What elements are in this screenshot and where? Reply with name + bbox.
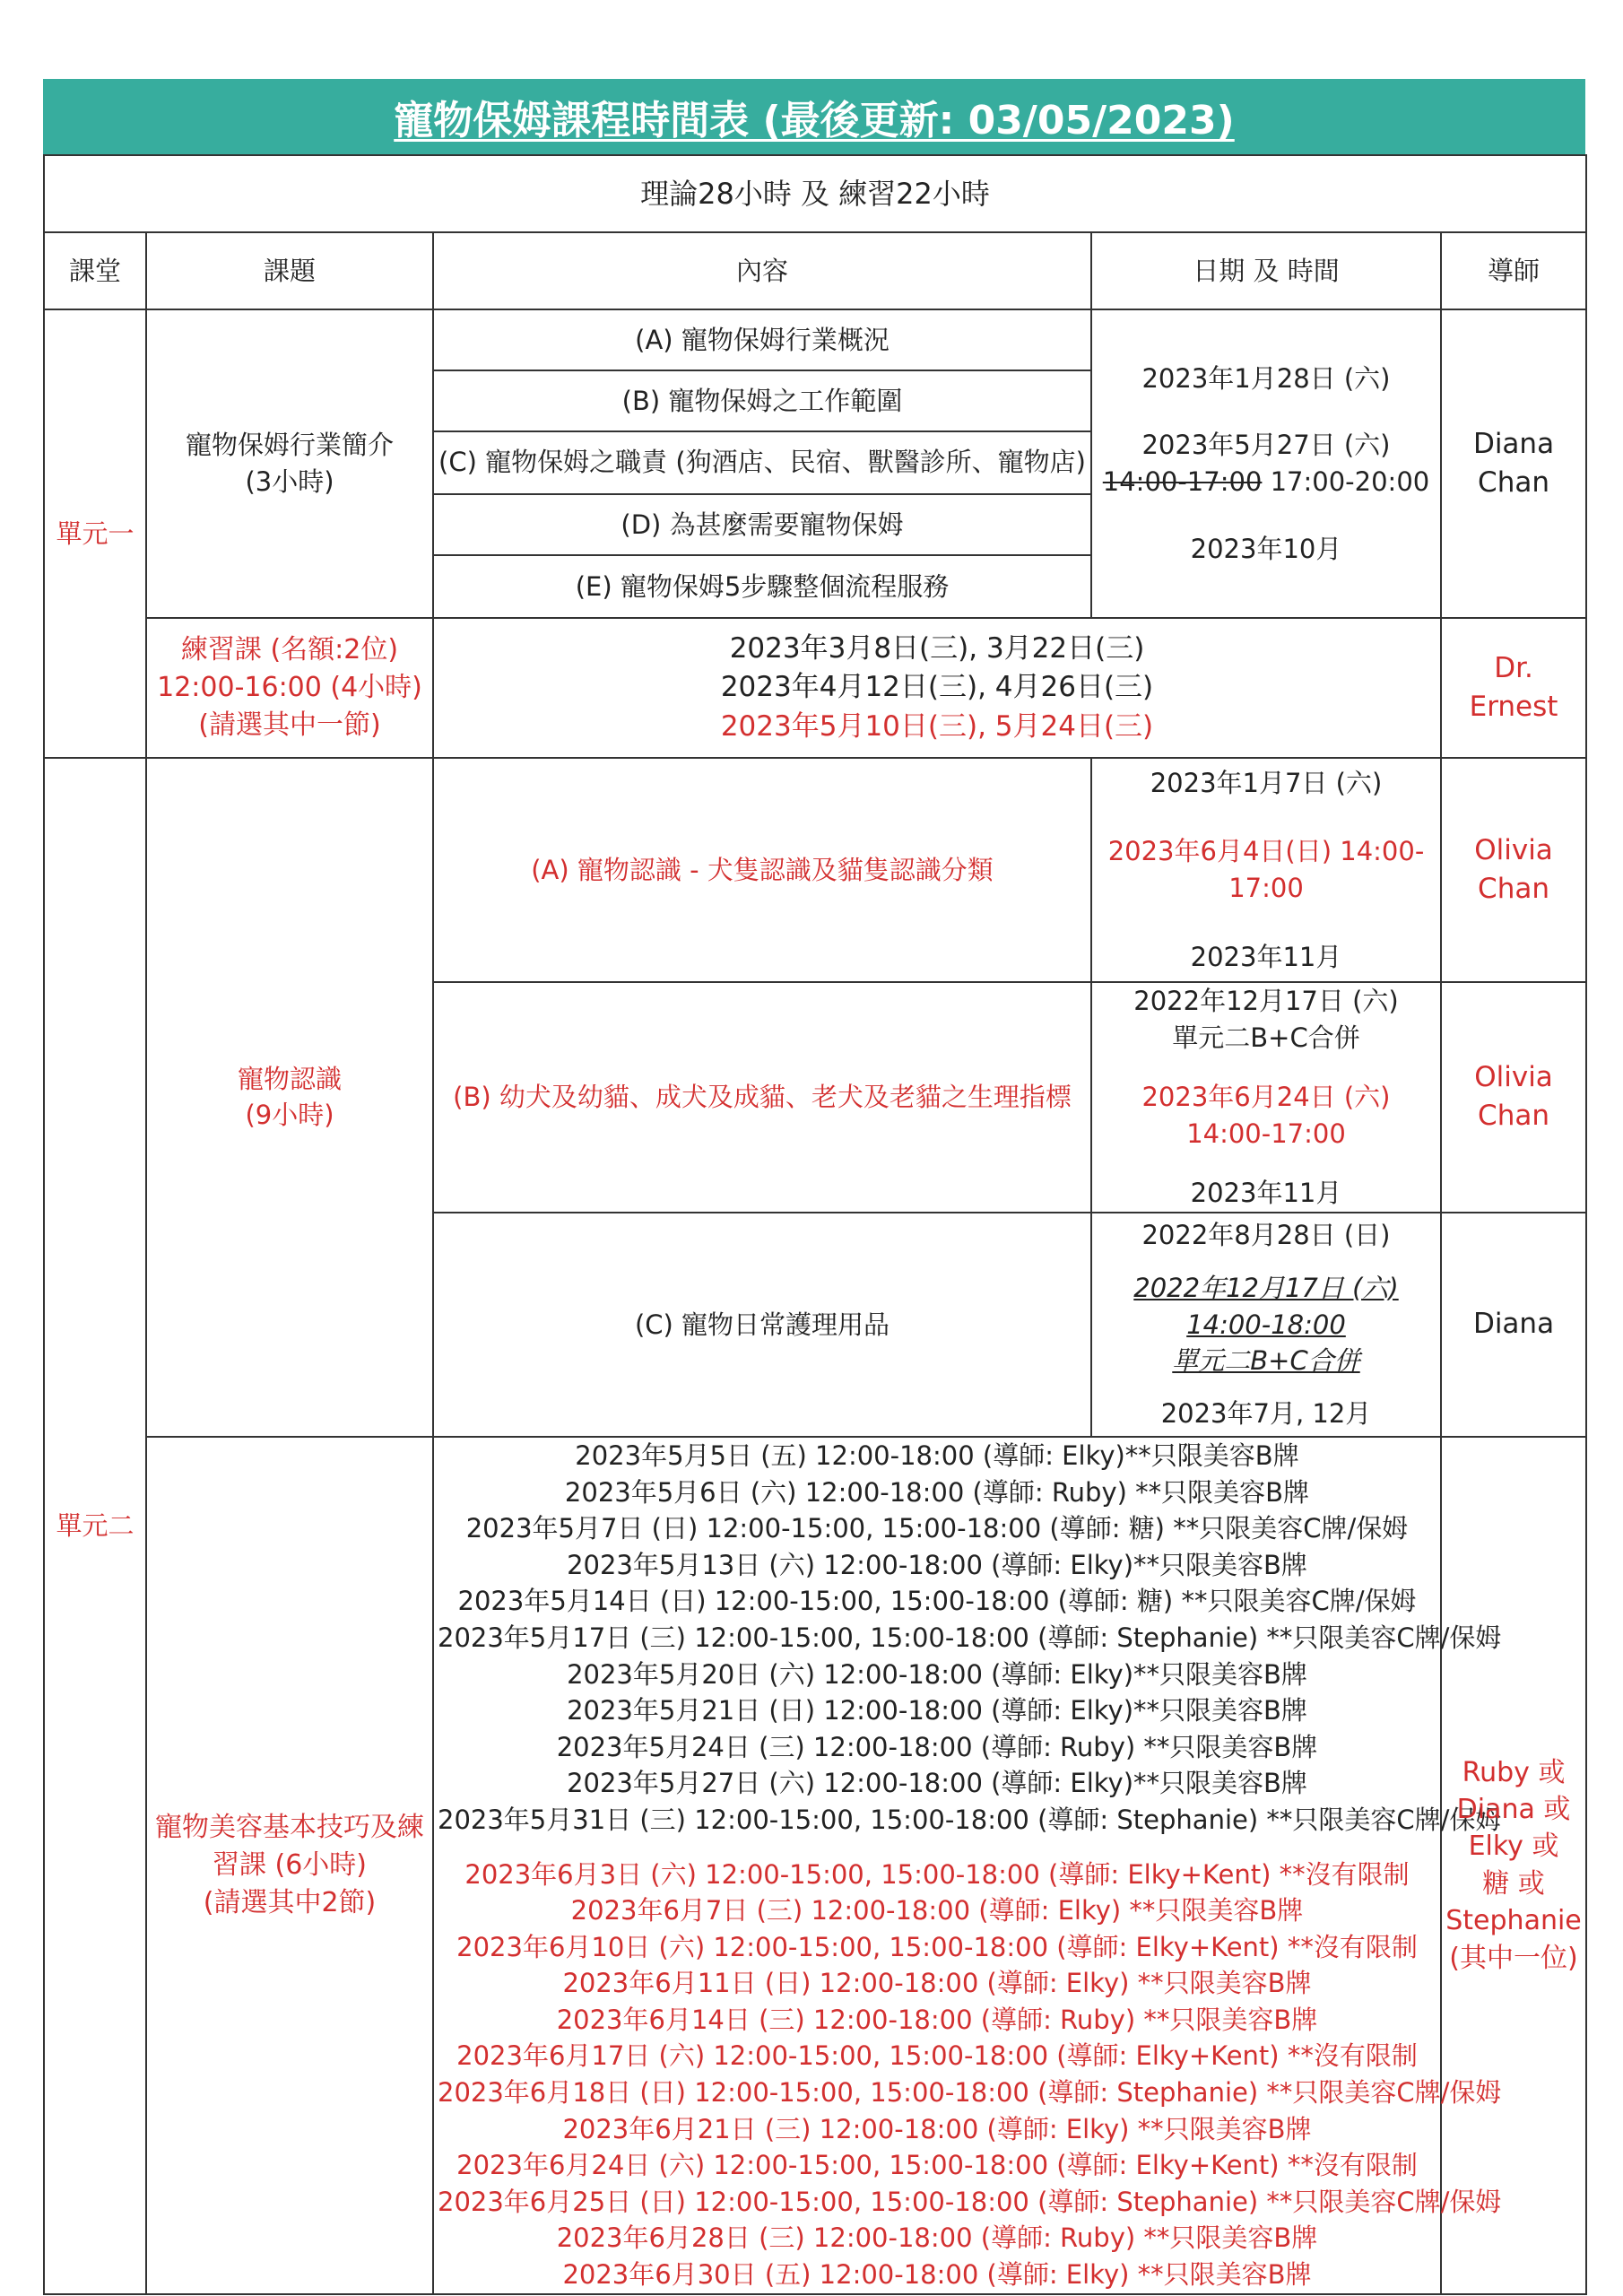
unit2-item-b-dates bbox=[1091, 982, 1441, 1213]
unit1-practice bbox=[146, 618, 433, 758]
grooming-instructor-3: Elky 或 bbox=[1468, 1831, 1559, 1863]
grooming-note: (請選其中2節) bbox=[203, 1886, 377, 1918]
item-a-instructor-first: Olivia bbox=[1474, 833, 1553, 866]
grooming-instructor-note: (其中一位) bbox=[1449, 1942, 1578, 1974]
col-topic: 課題 bbox=[146, 232, 433, 309]
unit1-date-3: 2023年10月 bbox=[1190, 533, 1342, 564]
unit1-instructor-first: Diana bbox=[1472, 427, 1555, 460]
item-b-instructor-last: Chan bbox=[1478, 1100, 1549, 1133]
item-c-date-3: 2023年7月, 12月 bbox=[1160, 1397, 1372, 1429]
table-row bbox=[44, 1437, 1586, 2294]
unit1-date-2: 2023年5月27日 (六) bbox=[1141, 430, 1391, 461]
item-a-instructor-last: Chan bbox=[1478, 873, 1549, 905]
session-item: 2023年5月24日 (三) 12:00-18:00 (導師: Ruby) **只限美容B牌 bbox=[556, 1731, 1318, 1762]
session-item: 2023年6月21日 (三) 12:00-18:00 (導師: Elky) **只限美容B牌 bbox=[562, 2113, 1312, 2144]
sessions-may-list bbox=[438, 1438, 1502, 1839]
session-item: 2023年6月14日 (三) 12:00-18:00 (導師: Ruby) **只限美容B牌 bbox=[556, 2004, 1318, 2035]
grooming-instructor-4: 糖 或 bbox=[1482, 1867, 1545, 1900]
item-b-date-2: 2023年6月24日 (六) 14:00-17:00 bbox=[1141, 1082, 1391, 1149]
pet-topic-hours: (9小時) bbox=[245, 1100, 334, 1131]
practice-note: (請選其中一節) bbox=[198, 709, 381, 741]
item-b-date-1: 2022年12月17日 (六) bbox=[1133, 986, 1399, 1016]
unit1-topic bbox=[146, 309, 433, 618]
session-item: 2023年5月5日 (五) 12:00-18:00 (導師: Elky)**只限美容B牌 bbox=[575, 1439, 1299, 1471]
session-item: 2023年5月14日 (日) 12:00-15:00, 15:00-18:00 (導師: 糖) **只限美容C牌/保姆 bbox=[457, 1586, 1417, 1617]
table-row bbox=[44, 758, 1586, 982]
unit2-item-b-instructor bbox=[1441, 982, 1586, 1213]
session-item: 2023年5月31日 (三) 12:00-15:00, 15:00-18:00 (導師: Stephanie) **只限美容C牌/保姆 bbox=[438, 1804, 1502, 1835]
column-header-row bbox=[44, 232, 1586, 309]
unit1-item-a: (A) 寵物保姆行業概況 bbox=[433, 309, 1091, 370]
unit1-item-c: (C) 寵物保姆之職責 (狗酒店、民宿、獸醫診所、寵物店) bbox=[433, 431, 1091, 494]
unit1-item-b: (B) 寵物保姆之工作範圍 bbox=[433, 370, 1091, 431]
session-item: 2023年5月13日 (六) 12:00-18:00 (導師: Elky)**只限美容B牌 bbox=[567, 1549, 1307, 1580]
session-item: 2023年5月6日 (六) 12:00-18:00 (導師: Ruby) **只限美容B牌 bbox=[564, 1476, 1310, 1508]
grooming-instructor-5: Stephanie bbox=[1445, 1905, 1582, 1937]
unit2-item-a-instructor bbox=[1441, 758, 1586, 982]
practice-time: 12:00-16:00 (4小時) bbox=[157, 672, 422, 703]
col-instructor: 導師 bbox=[1441, 232, 1586, 309]
unit1-topic-hours: (3小時) bbox=[245, 466, 334, 497]
session-item: 2023年6月11日 (日) 12:00-18:00 (導師: Elky) **只限美容B牌 bbox=[562, 1968, 1312, 1999]
col-date-time: 日期 及 時間 bbox=[1091, 232, 1441, 309]
session-item: 2023年6月24日 (六) 12:00-15:00, 15:00-18:00 (導師: Elky+Kent) **沒有限制 bbox=[456, 2150, 1418, 2181]
grooming-instructor-1: Ruby 或 bbox=[1462, 1756, 1566, 1788]
unit1-time-struck: 14:00-17:00 bbox=[1102, 466, 1263, 497]
title-bar bbox=[43, 79, 1585, 154]
item-c-date-2-line2: 14:00-18:00 bbox=[1186, 1309, 1346, 1340]
session-item: 2023年6月3日 (六) 12:00-15:00, 15:00-18:00 (導師: Elky+Kent) **沒有限制 bbox=[464, 1858, 1410, 1890]
grooming-title: 寵物美容基本技巧及練習課 (6小時) bbox=[155, 1811, 424, 1881]
schedule-table bbox=[43, 154, 1587, 2295]
unit1-time-new: 17:00-20:00 bbox=[1270, 466, 1430, 497]
practice-dates bbox=[433, 618, 1441, 758]
unit1-topic-title: 寵物保姆行業簡介 bbox=[185, 430, 394, 461]
grooming-topic bbox=[146, 1437, 433, 2294]
item-b-date-3: 2023年11月 bbox=[1190, 1178, 1342, 1209]
session-item: 2023年6月17日 (六) 12:00-15:00, 15:00-18:00 (導師: Elky+Kent) **沒有限制 bbox=[456, 2040, 1418, 2072]
table-row bbox=[44, 618, 1586, 758]
item-c-date-1: 2022年8月28日 (日) bbox=[1141, 1220, 1391, 1251]
item-b-instructor-first: Olivia bbox=[1474, 1061, 1553, 1094]
session-item: 2023年6月18日 (日) 12:00-15:00, 15:00-18:00 (導師: Stephanie) **只限美容C牌/保姆 bbox=[438, 2077, 1502, 2109]
unit1-instructor bbox=[1441, 309, 1586, 618]
session-item: 2023年5月21日 (日) 12:00-18:00 (導師: Elky)**只限美容B牌 bbox=[567, 1695, 1307, 1726]
session-item: 2023年5月20日 (六) 12:00-18:00 (導師: Elky)**只限美容B牌 bbox=[567, 1658, 1307, 1690]
page-title: 寵物保姆課程時間表 (最後更新: 03/05/2023) bbox=[394, 98, 1235, 144]
item-b-date-1-note: 單元二B+C合併 bbox=[1172, 1022, 1360, 1053]
item-c-date-2-line1: 2022年12月17日 (六) bbox=[1133, 1273, 1399, 1304]
grooming-instructors bbox=[1441, 1437, 1586, 2294]
item-a-date-1: 2023年1月7日 (六) bbox=[1150, 767, 1383, 798]
session-item: 2023年6月28日 (三) 12:00-18:00 (導師: Ruby) **只限美容B牌 bbox=[556, 2222, 1318, 2254]
unit2-item-a-dates bbox=[1091, 758, 1441, 982]
sessions-june-list bbox=[438, 1857, 1502, 2293]
unit2-item-c: (C) 寵物日常護理用品 bbox=[433, 1213, 1091, 1437]
unit2-pet-topic bbox=[146, 758, 433, 1437]
unit1-label: 單元一 bbox=[44, 309, 146, 758]
unit1-instructor-last: Chan bbox=[1478, 466, 1549, 499]
unit1-item-e: (E) 寵物保姆5步驟整個流程服務 bbox=[433, 555, 1091, 618]
col-content: 內容 bbox=[433, 232, 1091, 309]
unit1-dates bbox=[1091, 309, 1441, 618]
session-item: 2023年5月17日 (三) 12:00-15:00, 15:00-18:00 (導師: Stephanie) **只限美容C牌/保姆 bbox=[438, 1622, 1502, 1653]
unit2-item-b: (B) 幼犬及幼貓、成犬及成貓、老犬及老貓之生理指標 bbox=[433, 982, 1091, 1213]
unit1-time bbox=[1096, 464, 1436, 500]
session-item: 2023年6月10日 (六) 12:00-15:00, 15:00-18:00 (導師: Elky+Kent) **沒有限制 bbox=[456, 1931, 1418, 1962]
grooming-sessions bbox=[433, 1437, 1502, 2294]
session-item: 2023年6月25日 (日) 12:00-15:00, 15:00-18:00 (導師: Stephanie) **只限美容C牌/保姆 bbox=[438, 2186, 1502, 2217]
col-session: 課堂 bbox=[44, 232, 146, 309]
session-item: 2023年5月7日 (日) 12:00-15:00, 15:00-18:00 (導師: 糖) **只限美容C牌/保姆 bbox=[465, 1513, 1409, 1544]
unit2-item-c-dates bbox=[1091, 1213, 1441, 1437]
session-item: 2023年6月7日 (三) 12:00-18:00 (導師: Elky) **只限美容B牌 bbox=[570, 1895, 1304, 1926]
practice-title: 練習課 (名額:2位) bbox=[180, 634, 399, 665]
practice-dates-2: 2023年4月12日(三), 4月26日(三) bbox=[720, 671, 1154, 704]
unit2-item-c-instructor: Diana bbox=[1441, 1213, 1586, 1437]
item-a-date-2: 2023年6月4日(日) 14:00-17:00 bbox=[1107, 836, 1425, 903]
unit1-item-d: (D) 為甚麼需要寵物保姆 bbox=[433, 494, 1091, 555]
table-row bbox=[44, 309, 1586, 370]
practice-dates-1: 2023年3月8日(三), 3月22日(三) bbox=[729, 631, 1145, 665]
pet-topic-title: 寵物認識 bbox=[237, 1063, 342, 1094]
item-c-date-2-line3: 單元二B+C合併 bbox=[1172, 1345, 1360, 1377]
item-a-date-3: 2023年11月 bbox=[1190, 941, 1342, 972]
hours-summary: 理論28小時 及 練習22小時 bbox=[44, 155, 1586, 232]
grooming-instructor-2: Diana 或 bbox=[1456, 1794, 1571, 1826]
practice-instructor: Dr. Ernest bbox=[1441, 618, 1586, 758]
unit1-date-1: 2023年1月28日 (六) bbox=[1141, 362, 1391, 394]
practice-dates-3: 2023年5月10日(三), 5月24日(三) bbox=[720, 709, 1154, 743]
unit2-label: 單元二 bbox=[44, 758, 146, 2294]
session-item: 2023年6月30日 (五) 12:00-18:00 (導師: Elky) **只限美容B牌 bbox=[562, 2259, 1312, 2291]
session-item: 2023年5月27日 (六) 12:00-18:00 (導師: Elky)**只限美容B牌 bbox=[567, 1768, 1307, 1799]
unit2-item-a: (A) 寵物認識 - 犬隻認識及貓隻認識分類 bbox=[433, 758, 1091, 982]
